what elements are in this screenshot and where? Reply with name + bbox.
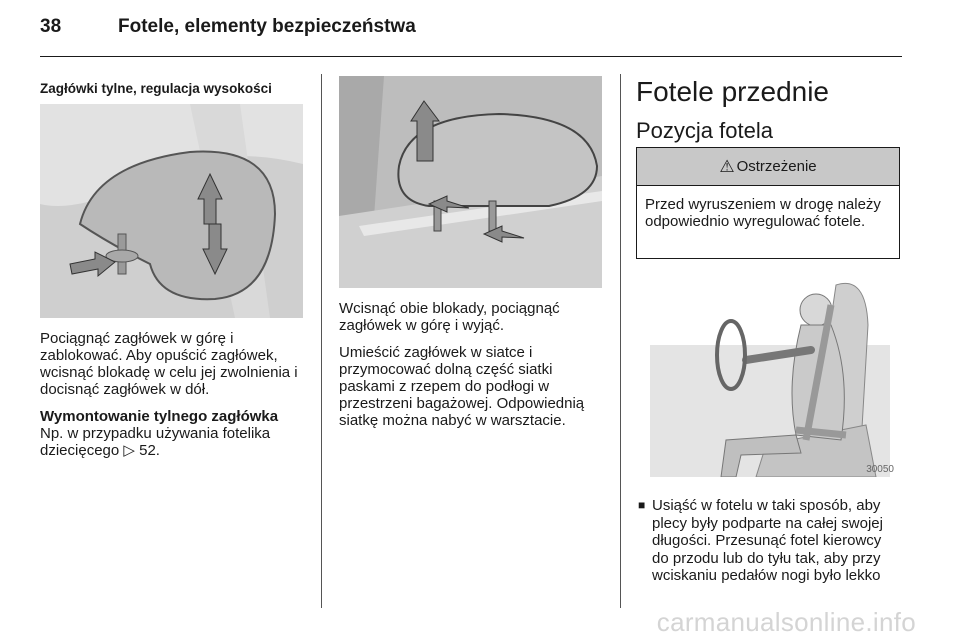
warning-header [637,148,899,186]
warning-box [636,147,900,259]
section-title: Wymontowanie tylnego zagłówka [40,408,279,425]
column-2-text [339,300,605,439]
page-title: Fotele, elementy bezpieczeństwa [118,16,416,37]
list-item [636,497,902,585]
column-1 [40,74,306,97]
header-rule [40,56,902,57]
watermark: carmanualsonline.info [656,607,916,637]
page-number: 38 [40,16,62,37]
paragraph: Umieścić zagłówek w siatce i przymocować dolną część siatki paskami z rzepem do podłogi w przestrzeni bagażowej. Odpowiednią siatkę można nabyć w warsztacie. [339,344,585,429]
figure-code: 30050 [866,464,894,475]
paragraph: Pociągnąć zagłówek w górę i zablokować. Aby opuścić zagłówek, wcisnąć blokadę w celu jej zwolnienia i docisnąć zagłówek w dół. [40,330,298,398]
subsection-heading: Pozycja fotela [636,118,773,143]
section-heading: Fotele przednie [636,76,830,107]
rear-headrest-illustration [40,104,303,318]
column-divider-2 [620,74,621,608]
page-ref-link[interactable]: 52. [139,442,160,459]
page-ref-icon: ▷ [123,442,135,459]
column-divider-1 [321,74,322,608]
paragraph: Np. w przypadku używania fotelika dziecięcego ▷ 52. [40,425,271,459]
list-item-text: Usiąść w fotelu w taki sposób, aby plecy były podparte na całej swojej długości. Przesunąć fotel kierowcy do przodu lub do tyłu tak, aby przy wciskaniu pedałów nogi było lekko [652,497,883,584]
driver-seat-position-illustration [636,265,900,477]
column-1-text [40,330,306,459]
bullet-square-icon: ■ [638,498,646,512]
headrest-removal-illustration [339,76,602,288]
paragraph: Wcisnąć obie blokady, pociągnąć zagłówek w górę i wyjąć. [339,300,560,334]
warning-icon: ⚠ [719,156,735,176]
warning-title: Ostrzeżenie [736,158,817,175]
warning-text: Przed wyruszeniem w drogę należy odpowiednio wyregulować fotele. [645,196,881,230]
section-subheading: Zagłówki tylne, regulacja wysokości [40,81,272,96]
